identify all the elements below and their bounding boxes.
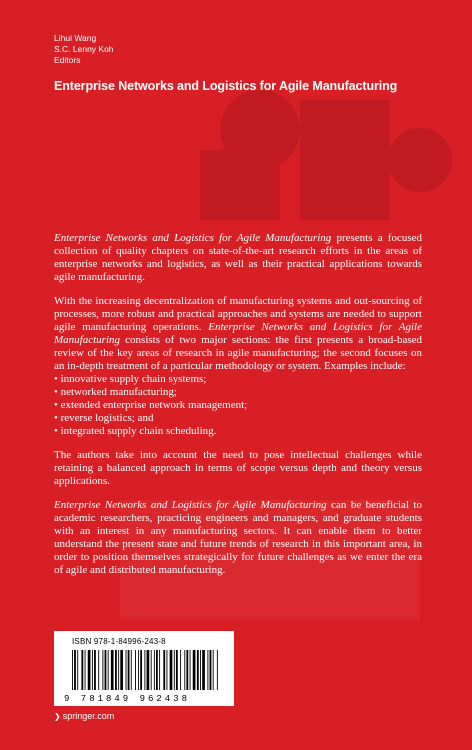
barcode-bar (200, 650, 201, 690)
barcode-bar (72, 650, 73, 690)
barcode-bar (184, 650, 185, 690)
barcode-bar (156, 650, 158, 690)
description-paragraph: Enterprise Networks and Logistics for Agile Manufacturing can be beneficial to academic researchers, practicing engineers and managers, and graduate students with an interest in any manufacturing sectors. It can enable them to better understand the present state and future trends of research in this important area, in order to position themselves strategically for future challenges as we enter the era of agile and distributed manufacturing. (54, 499, 422, 576)
barcode-bar (118, 650, 119, 690)
barcode-digits: 9 781849 962438 (64, 694, 191, 703)
barcode-bar (138, 650, 139, 690)
barcode-bar (98, 650, 99, 690)
barcode-bar (144, 650, 145, 690)
list-item: • extended enterprise network management; (54, 399, 248, 411)
list-item: • networked manufacturing; (54, 386, 177, 398)
barcode-bar (170, 650, 173, 690)
barcode-bar (159, 650, 160, 690)
barcode-bar (88, 650, 91, 690)
barcode-bar (128, 650, 130, 690)
title-reference: Enterprise Networks and Logistics for Agile Manufacturing (54, 232, 332, 244)
barcode-bar (108, 650, 109, 690)
editor-name: S.C. Lenny Koh (54, 44, 114, 54)
barcode-bar (180, 650, 181, 690)
barcode-image (62, 648, 226, 703)
chevron-right-icon: ❯ (54, 712, 61, 721)
title-reference: Enterprise Networks and Logistics for Agile Manufacturing (54, 321, 423, 346)
barcode-bar (197, 650, 199, 690)
barcode-bar (115, 650, 117, 690)
editors-block (54, 33, 114, 66)
barcode-bar (126, 650, 127, 690)
barcode-bar (167, 650, 168, 690)
isbn-barcode-box (54, 631, 234, 706)
isbn-number: ISBN 978-1-84996-243-8 (72, 637, 166, 646)
description-paragraph: With the increasing decentralization of manufacturing systems and out-sourcing of processes, more robust and practical approaches and systems are needed to support agile manufacturing operations. Enterprise Networks and Logistics for Agile Manufacturing consists of two major sections: the first presents a broad-based review of the key areas of research in agile manufacturing; the second focuses on an in-depth treatment of a particular methodology or system. Examples include: (54, 295, 423, 372)
barcode-bar (186, 650, 188, 690)
barcode-bar (102, 650, 103, 690)
barcode-bar (163, 650, 165, 690)
barcode-bar (176, 650, 178, 690)
editor-name: Lihui Wang (54, 33, 97, 43)
barcode-bar (135, 650, 136, 690)
barcode-bar (207, 650, 208, 690)
list-item: • integrated supply chain scheduling. (54, 425, 217, 437)
barcode-bar (193, 650, 196, 690)
barcode-bar (151, 650, 152, 690)
barcode-bar (131, 650, 132, 690)
book-title: Enterprise Networks and Logistics for Agile Manufacturing (54, 79, 398, 93)
barcode-bar (77, 650, 78, 690)
barcode-bar (202, 650, 205, 690)
barcode-bar (140, 650, 142, 690)
publisher-url[interactable] (54, 711, 114, 721)
barcode-bar (92, 650, 93, 690)
book-description (54, 232, 422, 588)
description-paragraph: Enterprise Networks and Logistics for Agile Manufacturing presents a focused collection of quality chapters on state-of-the-art research efforts in the areas of enterprise networks and logistics, as well as their practical applications towards agile manufacturing. (54, 232, 422, 283)
barcode-bar (94, 650, 96, 690)
barcode-bar (74, 650, 76, 690)
barcode-bar (213, 650, 214, 690)
barcode-bars (72, 650, 218, 690)
barcode-bar (85, 650, 86, 690)
barcode-bar (147, 650, 150, 690)
barcode-bar (120, 650, 123, 690)
description-paragraph: The authors take into account the need to pose intellectual challenges while retaining a balanced approach in terms of scope versus depth and theory versus applications. (54, 449, 422, 487)
list-item: • reverse logistics; and (54, 412, 154, 424)
barcode-bar (81, 650, 83, 690)
title-reference: Enterprise Networks and Logistics for Agile Manufacturing (54, 499, 327, 511)
barcode-bar (190, 650, 191, 690)
barcode-bar (111, 650, 114, 690)
barcode-bar (210, 650, 212, 690)
list-item: • innovative supply chain systems; (54, 373, 207, 385)
publisher-name: springer.com (62, 711, 115, 721)
barcode-bar (217, 650, 218, 690)
barcode-bar (105, 650, 107, 690)
barcode-bar (174, 650, 175, 690)
barcode-bar (154, 650, 155, 690)
examples-list (54, 373, 422, 438)
editors-label: Editors (54, 55, 81, 65)
